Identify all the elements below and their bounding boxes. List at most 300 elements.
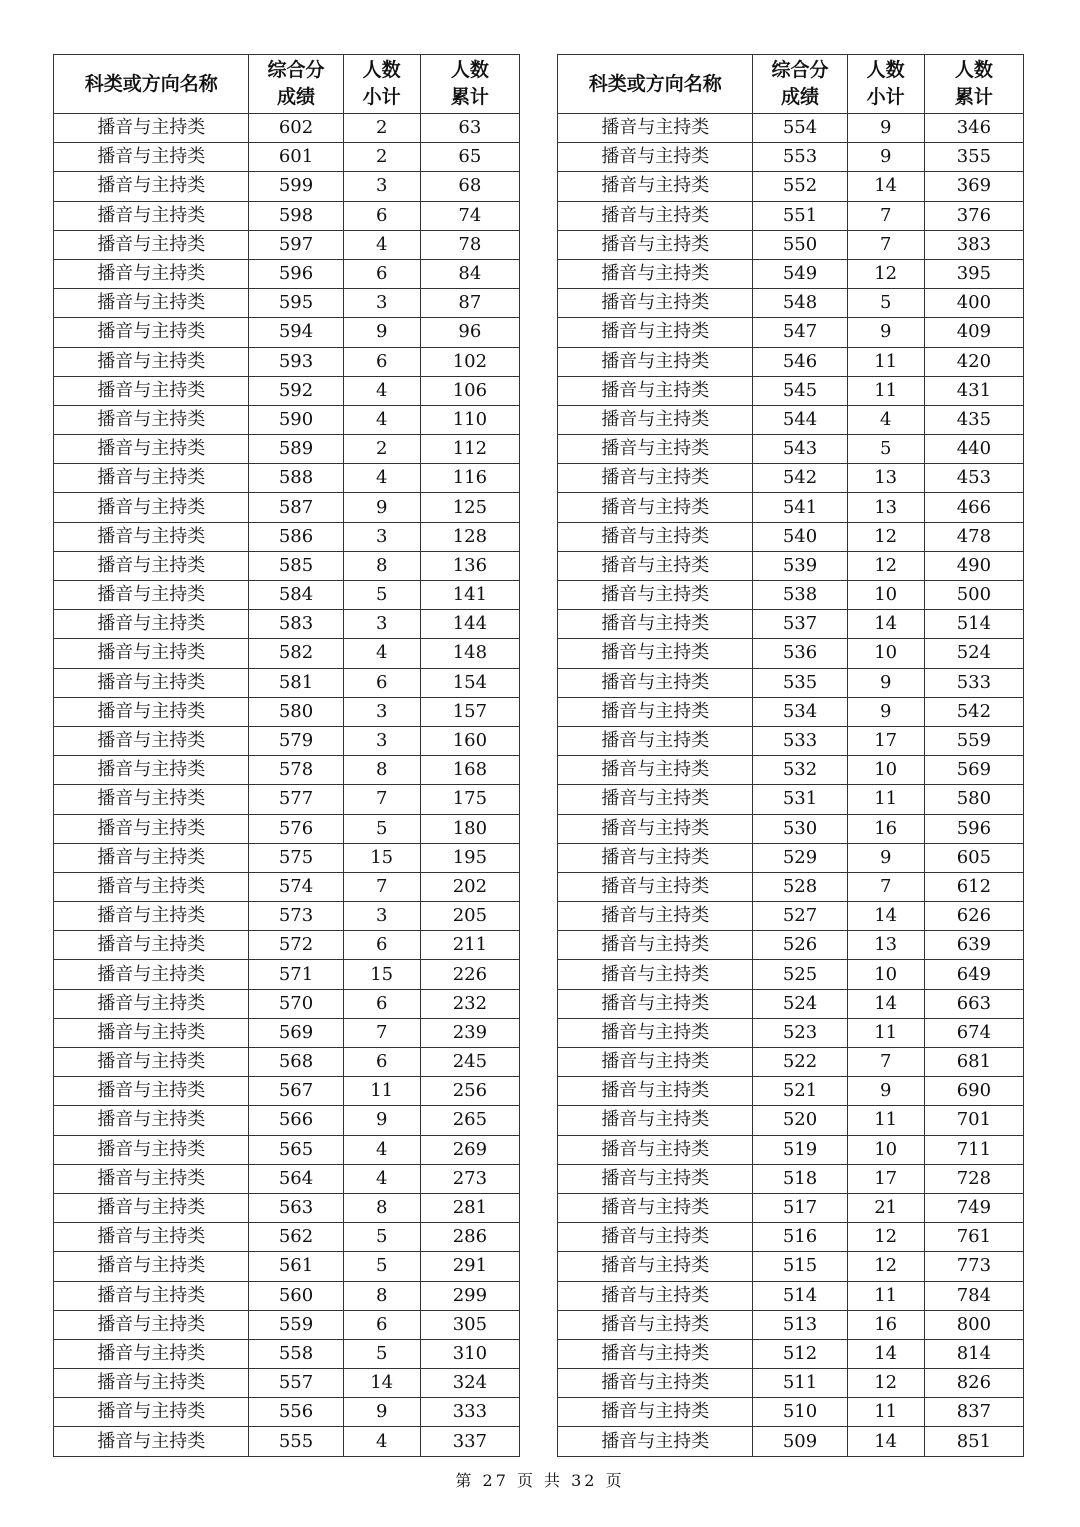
cell-composite-score: 545 xyxy=(753,376,847,405)
cell-category-name: 播音与主持类 xyxy=(54,522,249,551)
cell-category-name: 播音与主持类 xyxy=(558,522,753,551)
cell-composite-score: 565 xyxy=(249,1135,343,1164)
cell-category-name: 播音与主持类 xyxy=(558,201,753,230)
cell-count-subtotal: 12 xyxy=(847,522,924,551)
cell-count-cumulative: 333 xyxy=(420,1398,519,1427)
table-row xyxy=(558,814,1024,843)
cell-count-cumulative: 106 xyxy=(420,376,519,405)
cell-count-subtotal: 8 xyxy=(343,551,420,580)
cell-category-name: 播音与主持类 xyxy=(54,405,249,434)
header-count-cumulative: 人数 累计 xyxy=(420,55,519,114)
cell-composite-score: 510 xyxy=(753,1398,847,1427)
cell-count-cumulative: 226 xyxy=(420,960,519,989)
cell-composite-score: 530 xyxy=(753,814,847,843)
table-header-row xyxy=(558,55,1024,114)
cell-category-name: 播音与主持类 xyxy=(558,1164,753,1193)
cell-count-subtotal: 4 xyxy=(343,376,420,405)
cell-count-subtotal: 3 xyxy=(343,902,420,931)
cell-count-cumulative: 148 xyxy=(420,639,519,668)
cell-category-name: 播音与主持类 xyxy=(558,1369,753,1398)
cell-category-name: 播音与主持类 xyxy=(558,259,753,288)
cell-category-name: 播音与主持类 xyxy=(54,1106,249,1135)
cell-composite-score: 598 xyxy=(249,201,343,230)
cell-category-name: 播音与主持类 xyxy=(558,1018,753,1047)
cell-count-subtotal: 14 xyxy=(847,989,924,1018)
cell-category-name: 播音与主持类 xyxy=(54,785,249,814)
table-row xyxy=(558,1018,1024,1047)
cell-composite-score: 573 xyxy=(249,902,343,931)
cell-category-name: 播音与主持类 xyxy=(558,1252,753,1281)
cell-count-subtotal: 8 xyxy=(343,1281,420,1310)
table-row xyxy=(54,1369,520,1398)
cell-count-subtotal: 15 xyxy=(343,843,420,872)
cell-count-subtotal: 3 xyxy=(343,289,420,318)
table-row xyxy=(54,989,520,1018)
cell-count-cumulative: 202 xyxy=(420,872,519,901)
cell-composite-score: 588 xyxy=(249,464,343,493)
table-row xyxy=(54,931,520,960)
cell-count-subtotal: 7 xyxy=(847,1048,924,1077)
table-row xyxy=(558,172,1024,201)
cell-category-name: 播音与主持类 xyxy=(558,1135,753,1164)
cell-count-subtotal: 4 xyxy=(343,230,420,259)
cell-count-cumulative: 175 xyxy=(420,785,519,814)
cell-count-subtotal: 6 xyxy=(343,931,420,960)
cell-count-subtotal: 6 xyxy=(343,989,420,1018)
table-row xyxy=(558,1135,1024,1164)
cell-count-cumulative: 68 xyxy=(420,172,519,201)
cell-category-name: 播音与主持类 xyxy=(54,1339,249,1368)
cell-count-cumulative: 453 xyxy=(924,464,1023,493)
table-row xyxy=(558,435,1024,464)
table-row xyxy=(558,230,1024,259)
cell-count-subtotal: 7 xyxy=(343,872,420,901)
cell-count-subtotal: 6 xyxy=(343,1048,420,1077)
cell-category-name: 播音与主持类 xyxy=(54,960,249,989)
table-row xyxy=(54,1398,520,1427)
cell-count-cumulative: 649 xyxy=(924,960,1023,989)
cell-count-subtotal: 7 xyxy=(343,1018,420,1047)
cell-count-cumulative: 376 xyxy=(924,201,1023,230)
cell-count-cumulative: 256 xyxy=(420,1077,519,1106)
cell-count-cumulative: 800 xyxy=(924,1310,1023,1339)
cell-count-subtotal: 7 xyxy=(343,785,420,814)
cell-composite-score: 516 xyxy=(753,1223,847,1252)
table-row xyxy=(558,493,1024,522)
cell-count-subtotal: 3 xyxy=(343,610,420,639)
cell-count-cumulative: 125 xyxy=(420,493,519,522)
table-row xyxy=(558,1077,1024,1106)
cell-composite-score: 556 xyxy=(249,1398,343,1427)
cell-composite-score: 570 xyxy=(249,989,343,1018)
cell-count-subtotal: 4 xyxy=(343,639,420,668)
cell-count-cumulative: 500 xyxy=(924,581,1023,610)
table-row xyxy=(558,114,1024,143)
cell-composite-score: 571 xyxy=(249,960,343,989)
table-row xyxy=(558,1223,1024,1252)
cell-count-subtotal: 13 xyxy=(847,464,924,493)
table-row xyxy=(54,1252,520,1281)
cell-category-name: 播音与主持类 xyxy=(558,1223,753,1252)
cell-count-subtotal: 7 xyxy=(847,201,924,230)
cell-category-name: 播音与主持类 xyxy=(54,668,249,697)
table-row xyxy=(558,1048,1024,1077)
cell-composite-score: 586 xyxy=(249,522,343,551)
cell-category-name: 播音与主持类 xyxy=(558,989,753,1018)
cell-count-cumulative: 291 xyxy=(420,1252,519,1281)
cell-count-subtotal: 5 xyxy=(343,581,420,610)
cell-count-subtotal: 3 xyxy=(343,726,420,755)
cell-composite-score: 538 xyxy=(753,581,847,610)
table-row xyxy=(54,1048,520,1077)
cell-composite-score: 599 xyxy=(249,172,343,201)
cell-count-subtotal: 9 xyxy=(343,318,420,347)
cell-category-name: 播音与主持类 xyxy=(54,1018,249,1047)
table-row xyxy=(558,1252,1024,1281)
cell-count-subtotal: 10 xyxy=(847,1135,924,1164)
cell-composite-score: 539 xyxy=(753,551,847,580)
table-row xyxy=(54,1193,520,1222)
table-row xyxy=(558,1369,1024,1398)
cell-composite-score: 543 xyxy=(753,435,847,464)
cell-category-name: 播音与主持类 xyxy=(54,1164,249,1193)
cell-count-cumulative: 110 xyxy=(420,405,519,434)
cell-count-subtotal: 9 xyxy=(343,1398,420,1427)
table-row xyxy=(558,610,1024,639)
cell-count-subtotal: 14 xyxy=(847,610,924,639)
cell-category-name: 播音与主持类 xyxy=(558,347,753,376)
cell-category-name: 播音与主持类 xyxy=(54,289,249,318)
cell-category-name: 播音与主持类 xyxy=(54,581,249,610)
cell-count-cumulative: 580 xyxy=(924,785,1023,814)
table-row xyxy=(54,201,520,230)
cell-composite-score: 597 xyxy=(249,230,343,259)
cell-category-name: 播音与主持类 xyxy=(54,1048,249,1077)
table-row xyxy=(54,697,520,726)
cell-composite-score: 592 xyxy=(249,376,343,405)
cell-count-subtotal: 11 xyxy=(847,1281,924,1310)
cell-composite-score: 537 xyxy=(753,610,847,639)
cell-count-subtotal: 5 xyxy=(343,1252,420,1281)
cell-count-cumulative: 102 xyxy=(420,347,519,376)
table-row xyxy=(54,405,520,434)
cell-category-name: 播音与主持类 xyxy=(54,726,249,755)
table-row xyxy=(54,1339,520,1368)
cell-composite-score: 559 xyxy=(249,1310,343,1339)
table-row xyxy=(54,551,520,580)
cell-category-name: 播音与主持类 xyxy=(558,1339,753,1368)
cell-category-name: 播音与主持类 xyxy=(54,1427,249,1456)
cell-category-name: 播音与主持类 xyxy=(558,289,753,318)
table-row xyxy=(558,697,1024,726)
cell-composite-score: 529 xyxy=(753,843,847,872)
cell-composite-score: 593 xyxy=(249,347,343,376)
cell-composite-score: 520 xyxy=(753,1106,847,1135)
cell-composite-score: 567 xyxy=(249,1077,343,1106)
cell-count-cumulative: 674 xyxy=(924,1018,1023,1047)
cell-count-cumulative: 395 xyxy=(924,259,1023,288)
cell-count-subtotal: 17 xyxy=(847,726,924,755)
table-row xyxy=(54,1018,520,1047)
table-row xyxy=(558,931,1024,960)
table-row xyxy=(54,259,520,288)
cell-count-subtotal: 16 xyxy=(847,814,924,843)
cell-category-name: 播音与主持类 xyxy=(558,551,753,580)
cell-category-name: 播音与主持类 xyxy=(54,639,249,668)
table-row xyxy=(558,668,1024,697)
cell-count-cumulative: 490 xyxy=(924,551,1023,580)
cell-category-name: 播音与主持类 xyxy=(558,785,753,814)
cell-count-cumulative: 728 xyxy=(924,1164,1023,1193)
cell-count-cumulative: 784 xyxy=(924,1281,1023,1310)
cell-count-subtotal: 10 xyxy=(847,581,924,610)
cell-count-cumulative: 711 xyxy=(924,1135,1023,1164)
cell-count-subtotal: 5 xyxy=(343,814,420,843)
cell-count-subtotal: 11 xyxy=(847,376,924,405)
cell-count-subtotal: 9 xyxy=(847,843,924,872)
cell-composite-score: 546 xyxy=(753,347,847,376)
cell-category-name: 播音与主持类 xyxy=(558,639,753,668)
cell-count-cumulative: 286 xyxy=(420,1223,519,1252)
cell-category-name: 播音与主持类 xyxy=(558,376,753,405)
cell-category-name: 播音与主持类 xyxy=(558,1427,753,1456)
table-row xyxy=(558,1398,1024,1427)
cell-composite-score: 582 xyxy=(249,639,343,668)
cell-count-cumulative: 749 xyxy=(924,1193,1023,1222)
cell-count-cumulative: 851 xyxy=(924,1427,1023,1456)
cell-composite-score: 584 xyxy=(249,581,343,610)
cell-category-name: 播音与主持类 xyxy=(54,435,249,464)
header-category-name: 科类或方向名称 xyxy=(54,55,249,114)
table-row xyxy=(54,756,520,785)
table-row xyxy=(558,551,1024,580)
cell-composite-score: 578 xyxy=(249,756,343,785)
table-row xyxy=(558,843,1024,872)
table-row xyxy=(54,114,520,143)
cell-count-subtotal: 9 xyxy=(847,1077,924,1106)
cell-count-subtotal: 5 xyxy=(343,1223,420,1252)
cell-count-cumulative: 466 xyxy=(924,493,1023,522)
cell-count-subtotal: 10 xyxy=(847,639,924,668)
cell-composite-score: 542 xyxy=(753,464,847,493)
table-row xyxy=(558,1339,1024,1368)
cell-count-subtotal: 10 xyxy=(847,756,924,785)
table-row xyxy=(54,1281,520,1310)
cell-count-subtotal: 12 xyxy=(847,1223,924,1252)
table-row xyxy=(54,1106,520,1135)
cell-composite-score: 518 xyxy=(753,1164,847,1193)
cell-category-name: 播音与主持类 xyxy=(54,989,249,1018)
table-row xyxy=(54,1427,520,1456)
cell-category-name: 播音与主持类 xyxy=(54,843,249,872)
cell-count-cumulative: 626 xyxy=(924,902,1023,931)
cell-category-name: 播音与主持类 xyxy=(558,1048,753,1077)
cell-category-name: 播音与主持类 xyxy=(54,872,249,901)
cell-category-name: 播音与主持类 xyxy=(54,1193,249,1222)
table-row xyxy=(54,726,520,755)
cell-count-subtotal: 3 xyxy=(343,172,420,201)
cell-count-subtotal: 5 xyxy=(343,1339,420,1368)
table-row xyxy=(558,1193,1024,1222)
cell-category-name: 播音与主持类 xyxy=(54,143,249,172)
table-row xyxy=(558,785,1024,814)
cell-count-cumulative: 239 xyxy=(420,1018,519,1047)
cell-count-cumulative: 281 xyxy=(420,1193,519,1222)
cell-composite-score: 522 xyxy=(753,1048,847,1077)
cell-count-subtotal: 11 xyxy=(847,1106,924,1135)
cell-composite-score: 531 xyxy=(753,785,847,814)
cell-count-subtotal: 5 xyxy=(847,289,924,318)
cell-count-cumulative: 136 xyxy=(420,551,519,580)
cell-category-name: 播音与主持类 xyxy=(54,1252,249,1281)
cell-count-cumulative: 337 xyxy=(420,1427,519,1456)
cell-count-subtotal: 13 xyxy=(847,493,924,522)
cell-category-name: 播音与主持类 xyxy=(558,405,753,434)
cell-composite-score: 558 xyxy=(249,1339,343,1368)
cell-count-cumulative: 639 xyxy=(924,931,1023,960)
cell-composite-score: 562 xyxy=(249,1223,343,1252)
cell-count-subtotal: 13 xyxy=(847,931,924,960)
cell-count-subtotal: 4 xyxy=(847,405,924,434)
header-category-name: 科类或方向名称 xyxy=(558,55,753,114)
score-table-left xyxy=(53,54,520,1457)
table-row xyxy=(54,1135,520,1164)
cell-category-name: 播音与主持类 xyxy=(54,464,249,493)
cell-category-name: 播音与主持类 xyxy=(558,464,753,493)
cell-count-cumulative: 663 xyxy=(924,989,1023,1018)
cell-composite-score: 527 xyxy=(753,902,847,931)
cell-composite-score: 512 xyxy=(753,1339,847,1368)
cell-composite-score: 551 xyxy=(753,201,847,230)
cell-composite-score: 519 xyxy=(753,1135,847,1164)
table-row xyxy=(558,1281,1024,1310)
cell-composite-score: 569 xyxy=(249,1018,343,1047)
cell-count-subtotal: 11 xyxy=(847,1018,924,1047)
cell-count-subtotal: 8 xyxy=(343,756,420,785)
cell-category-name: 播音与主持类 xyxy=(54,1310,249,1339)
cell-count-subtotal: 4 xyxy=(343,1135,420,1164)
cell-composite-score: 517 xyxy=(753,1193,847,1222)
cell-composite-score: 577 xyxy=(249,785,343,814)
cell-count-subtotal: 6 xyxy=(343,1310,420,1339)
table-row xyxy=(558,143,1024,172)
cell-composite-score: 560 xyxy=(249,1281,343,1310)
cell-count-subtotal: 15 xyxy=(343,960,420,989)
table-row xyxy=(558,259,1024,288)
cell-composite-score: 596 xyxy=(249,259,343,288)
cell-count-cumulative: 211 xyxy=(420,931,519,960)
cell-count-cumulative: 701 xyxy=(924,1106,1023,1135)
cell-category-name: 播音与主持类 xyxy=(54,814,249,843)
table-row xyxy=(54,872,520,901)
cell-count-subtotal: 11 xyxy=(847,1398,924,1427)
table-row xyxy=(54,814,520,843)
cell-composite-score: 532 xyxy=(753,756,847,785)
cell-count-cumulative: 559 xyxy=(924,726,1023,755)
cell-category-name: 播音与主持类 xyxy=(54,756,249,785)
cell-count-cumulative: 160 xyxy=(420,726,519,755)
header-count-subtotal: 人数 小计 xyxy=(847,55,924,114)
cell-composite-score: 557 xyxy=(249,1369,343,1398)
cell-count-cumulative: 409 xyxy=(924,318,1023,347)
cell-category-name: 播音与主持类 xyxy=(54,1135,249,1164)
cell-composite-score: 561 xyxy=(249,1252,343,1281)
cell-category-name: 播音与主持类 xyxy=(558,697,753,726)
cell-count-cumulative: 157 xyxy=(420,697,519,726)
cell-composite-score: 513 xyxy=(753,1310,847,1339)
table-row xyxy=(558,756,1024,785)
cell-count-cumulative: 596 xyxy=(924,814,1023,843)
cell-category-name: 播音与主持类 xyxy=(558,1193,753,1222)
table-row xyxy=(54,1310,520,1339)
cell-composite-score: 564 xyxy=(249,1164,343,1193)
cell-count-subtotal: 17 xyxy=(847,1164,924,1193)
cell-composite-score: 594 xyxy=(249,318,343,347)
cell-category-name: 播音与主持类 xyxy=(54,610,249,639)
cell-composite-score: 580 xyxy=(249,697,343,726)
table-row xyxy=(558,347,1024,376)
cell-count-subtotal: 9 xyxy=(847,697,924,726)
cell-count-cumulative: 612 xyxy=(924,872,1023,901)
cell-category-name: 播音与主持类 xyxy=(558,872,753,901)
cell-category-name: 播音与主持类 xyxy=(558,230,753,259)
cell-composite-score: 554 xyxy=(753,114,847,143)
cell-composite-score: 511 xyxy=(753,1369,847,1398)
cell-composite-score: 521 xyxy=(753,1077,847,1106)
cell-composite-score: 549 xyxy=(753,259,847,288)
cell-category-name: 播音与主持类 xyxy=(558,581,753,610)
table-row xyxy=(54,318,520,347)
cell-count-subtotal: 4 xyxy=(343,1427,420,1456)
cell-count-cumulative: 355 xyxy=(924,143,1023,172)
table-row xyxy=(558,726,1024,755)
cell-count-subtotal: 9 xyxy=(847,318,924,347)
header-composite-score: 综合分 成绩 xyxy=(249,55,343,114)
cell-count-subtotal: 9 xyxy=(847,114,924,143)
cell-category-name: 播音与主持类 xyxy=(558,172,753,201)
table-row xyxy=(54,581,520,610)
cell-category-name: 播音与主持类 xyxy=(558,610,753,639)
cell-count-cumulative: 369 xyxy=(924,172,1023,201)
cell-count-subtotal: 9 xyxy=(343,493,420,522)
cell-composite-score: 585 xyxy=(249,551,343,580)
cell-category-name: 播音与主持类 xyxy=(54,1369,249,1398)
cell-count-cumulative: 74 xyxy=(420,201,519,230)
table-row xyxy=(54,172,520,201)
cell-count-subtotal: 16 xyxy=(847,1310,924,1339)
cell-composite-score: 566 xyxy=(249,1106,343,1135)
cell-count-subtotal: 6 xyxy=(343,201,420,230)
cell-count-cumulative: 826 xyxy=(924,1369,1023,1398)
cell-composite-score: 552 xyxy=(753,172,847,201)
cell-composite-score: 579 xyxy=(249,726,343,755)
cell-count-subtotal: 12 xyxy=(847,1252,924,1281)
cell-composite-score: 589 xyxy=(249,435,343,464)
cell-count-cumulative: 273 xyxy=(420,1164,519,1193)
table-row xyxy=(558,289,1024,318)
table-row xyxy=(54,493,520,522)
cell-count-subtotal: 14 xyxy=(847,172,924,201)
cell-count-cumulative: 310 xyxy=(420,1339,519,1368)
table-row xyxy=(54,522,520,551)
header-count-subtotal: 人数 小计 xyxy=(343,55,420,114)
cell-category-name: 播音与主持类 xyxy=(558,843,753,872)
cell-count-cumulative: 435 xyxy=(924,405,1023,434)
cell-composite-score: 550 xyxy=(753,230,847,259)
cell-composite-score: 563 xyxy=(249,1193,343,1222)
cell-count-cumulative: 116 xyxy=(420,464,519,493)
cell-count-cumulative: 814 xyxy=(924,1339,1023,1368)
